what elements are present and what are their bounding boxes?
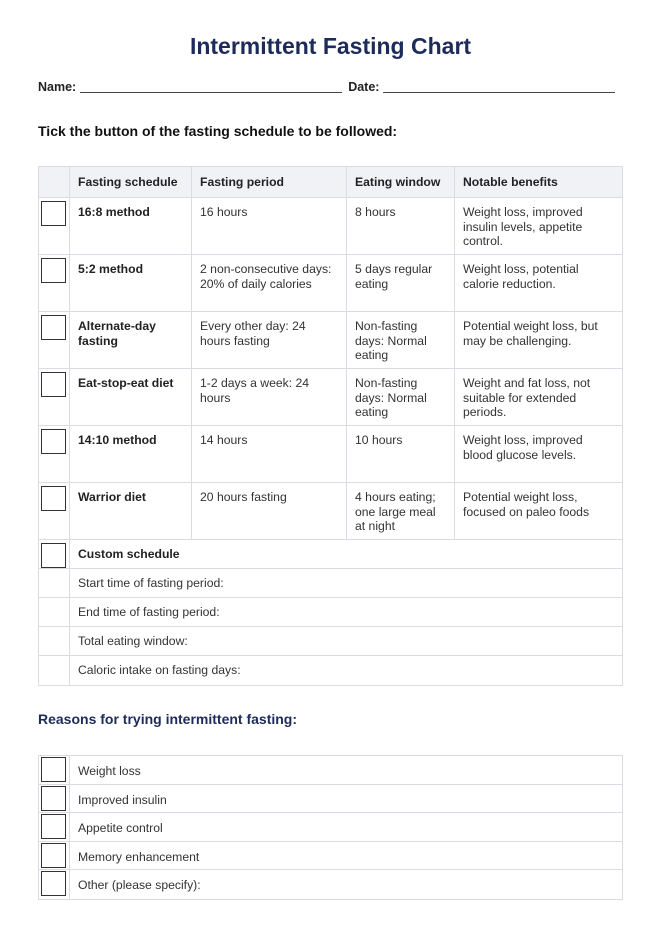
table-row [39,255,622,312]
custom-field-row [39,569,622,598]
eating-window: 4 hours eating; one large meal at night [347,483,455,539]
schedule-name: 14:10 method [70,426,192,482]
list-item [39,842,622,871]
schedule-checkbox-warrior[interactable] [41,486,66,511]
instruction-text: Tick the button of the fasting schedule to be followed: [38,123,398,139]
schedule-checkbox-eat-stop-eat[interactable] [41,372,66,397]
custom-field-end-time[interactable]: End time of fasting period: [78,605,220,619]
reasons-title: Reasons for trying intermittent fasting: [38,711,298,727]
fasting-period: 1-2 days a week: 24 hours [192,369,347,425]
reason-checkbox-weight-loss[interactable] [41,757,66,782]
reasons-table [38,755,623,900]
custom-schedule-row [39,540,622,569]
eating-window: Non-fasting days: Normal eating [347,369,455,425]
benefits: Potential weight loss, but may be challenging. [463,319,598,348]
empty-cell [39,627,70,655]
fasting-schedule-table [38,166,623,686]
benefits: Weight loss, potential calorie reduction. [463,262,579,291]
empty-cell [39,656,70,685]
list-item [39,785,622,814]
table-row [39,198,622,255]
checkbox-cell [39,426,70,482]
header-benefits: Notable benefits [463,175,558,189]
checkbox-cell [39,870,70,899]
reason-label: Memory enhancement [78,849,200,864]
reason-checkbox-memory[interactable] [41,843,66,868]
schedule-name: 5:2 method [70,255,192,311]
checkbox-cell [39,540,70,568]
eating-window: Non-fasting days: Normal eating [347,312,455,368]
checkbox-cell [39,198,70,254]
custom-field-row [39,598,622,627]
table-row [39,312,622,369]
list-item [39,813,622,842]
custom-field-caloric-intake[interactable]: Caloric intake on fasting days: [78,663,241,677]
checkbox-cell [39,312,70,368]
reason-label: Appetite control [78,821,163,835]
header-checkbox-col [39,167,70,197]
date-label: Date: [348,80,380,94]
custom-field-row [39,627,622,656]
reason-checkbox-other[interactable] [41,871,66,896]
schedule-name: Warrior diet [70,483,192,539]
table-header-row [39,167,622,198]
checkbox-cell [39,255,70,311]
table-row [39,483,622,540]
fasting-period: Every other day: 24 hours fasting [192,312,347,368]
table-row [39,369,622,426]
schedule-checkbox-5-2[interactable] [41,258,66,283]
custom-field-eating-window[interactable]: Total eating window: [78,634,188,648]
checkbox-cell [39,756,70,784]
benefits: Potential weight loss, focused on paleo foods [463,490,590,519]
empty-cell [39,598,70,626]
benefits: Weight loss, improved insulin levels, appetite control. [463,205,583,248]
eating-window: 10 hours [347,426,455,482]
table-row [39,426,622,483]
eating-window: 5 days regular eating [347,255,455,311]
schedule-checkbox-alternate-day[interactable] [41,315,66,340]
header-window: Eating window [347,167,455,197]
empty-cell [39,569,70,597]
name-field[interactable] [80,80,342,93]
custom-field-row [39,656,622,685]
custom-field-start-time[interactable]: Start time of fasting period: [78,576,224,590]
checkbox-cell [39,842,70,870]
date-field[interactable] [383,80,615,93]
reason-label: Improved insulin [78,792,167,807]
schedule-name: Eat-stop-eat diet [70,369,192,425]
schedule-name: 16:8 method [70,198,192,254]
page-title: Intermittent Fasting Chart [189,33,472,59]
header-period: Fasting period [192,167,347,197]
schedule-checkbox-16-8[interactable] [41,201,66,226]
benefits: Weight loss, improved blood glucose levels. [463,433,583,462]
fasting-period: 2 non-consecutive days: 20% of daily calories [192,255,347,311]
schedule-name: Alternate-day fasting [70,312,192,368]
name-label: Name: [38,80,77,94]
custom-schedule-label: Custom schedule [78,547,180,561]
checkbox-cell [39,483,70,539]
reason-label[interactable]: Other (please specify): [78,878,201,892]
schedule-checkbox-custom[interactable] [41,543,66,568]
reason-checkbox-insulin[interactable] [41,786,66,811]
eating-window: 8 hours [347,198,455,254]
reason-label: Weight loss [78,764,141,778]
schedule-checkbox-14-10[interactable] [41,429,66,454]
fasting-period: 14 hours [192,426,347,482]
reason-checkbox-appetite[interactable] [41,814,66,839]
benefits: Weight and fat loss, not suitable for extended periods. [463,376,591,419]
fasting-period: 20 hours fasting [192,483,347,539]
name-date-line [38,80,618,94]
header-schedule: Fasting schedule [70,167,192,197]
fasting-period: 16 hours [192,198,347,254]
list-item [39,756,622,785]
checkbox-cell [39,785,70,813]
checkbox-cell [39,813,70,841]
list-item [39,870,622,899]
checkbox-cell [39,369,70,425]
